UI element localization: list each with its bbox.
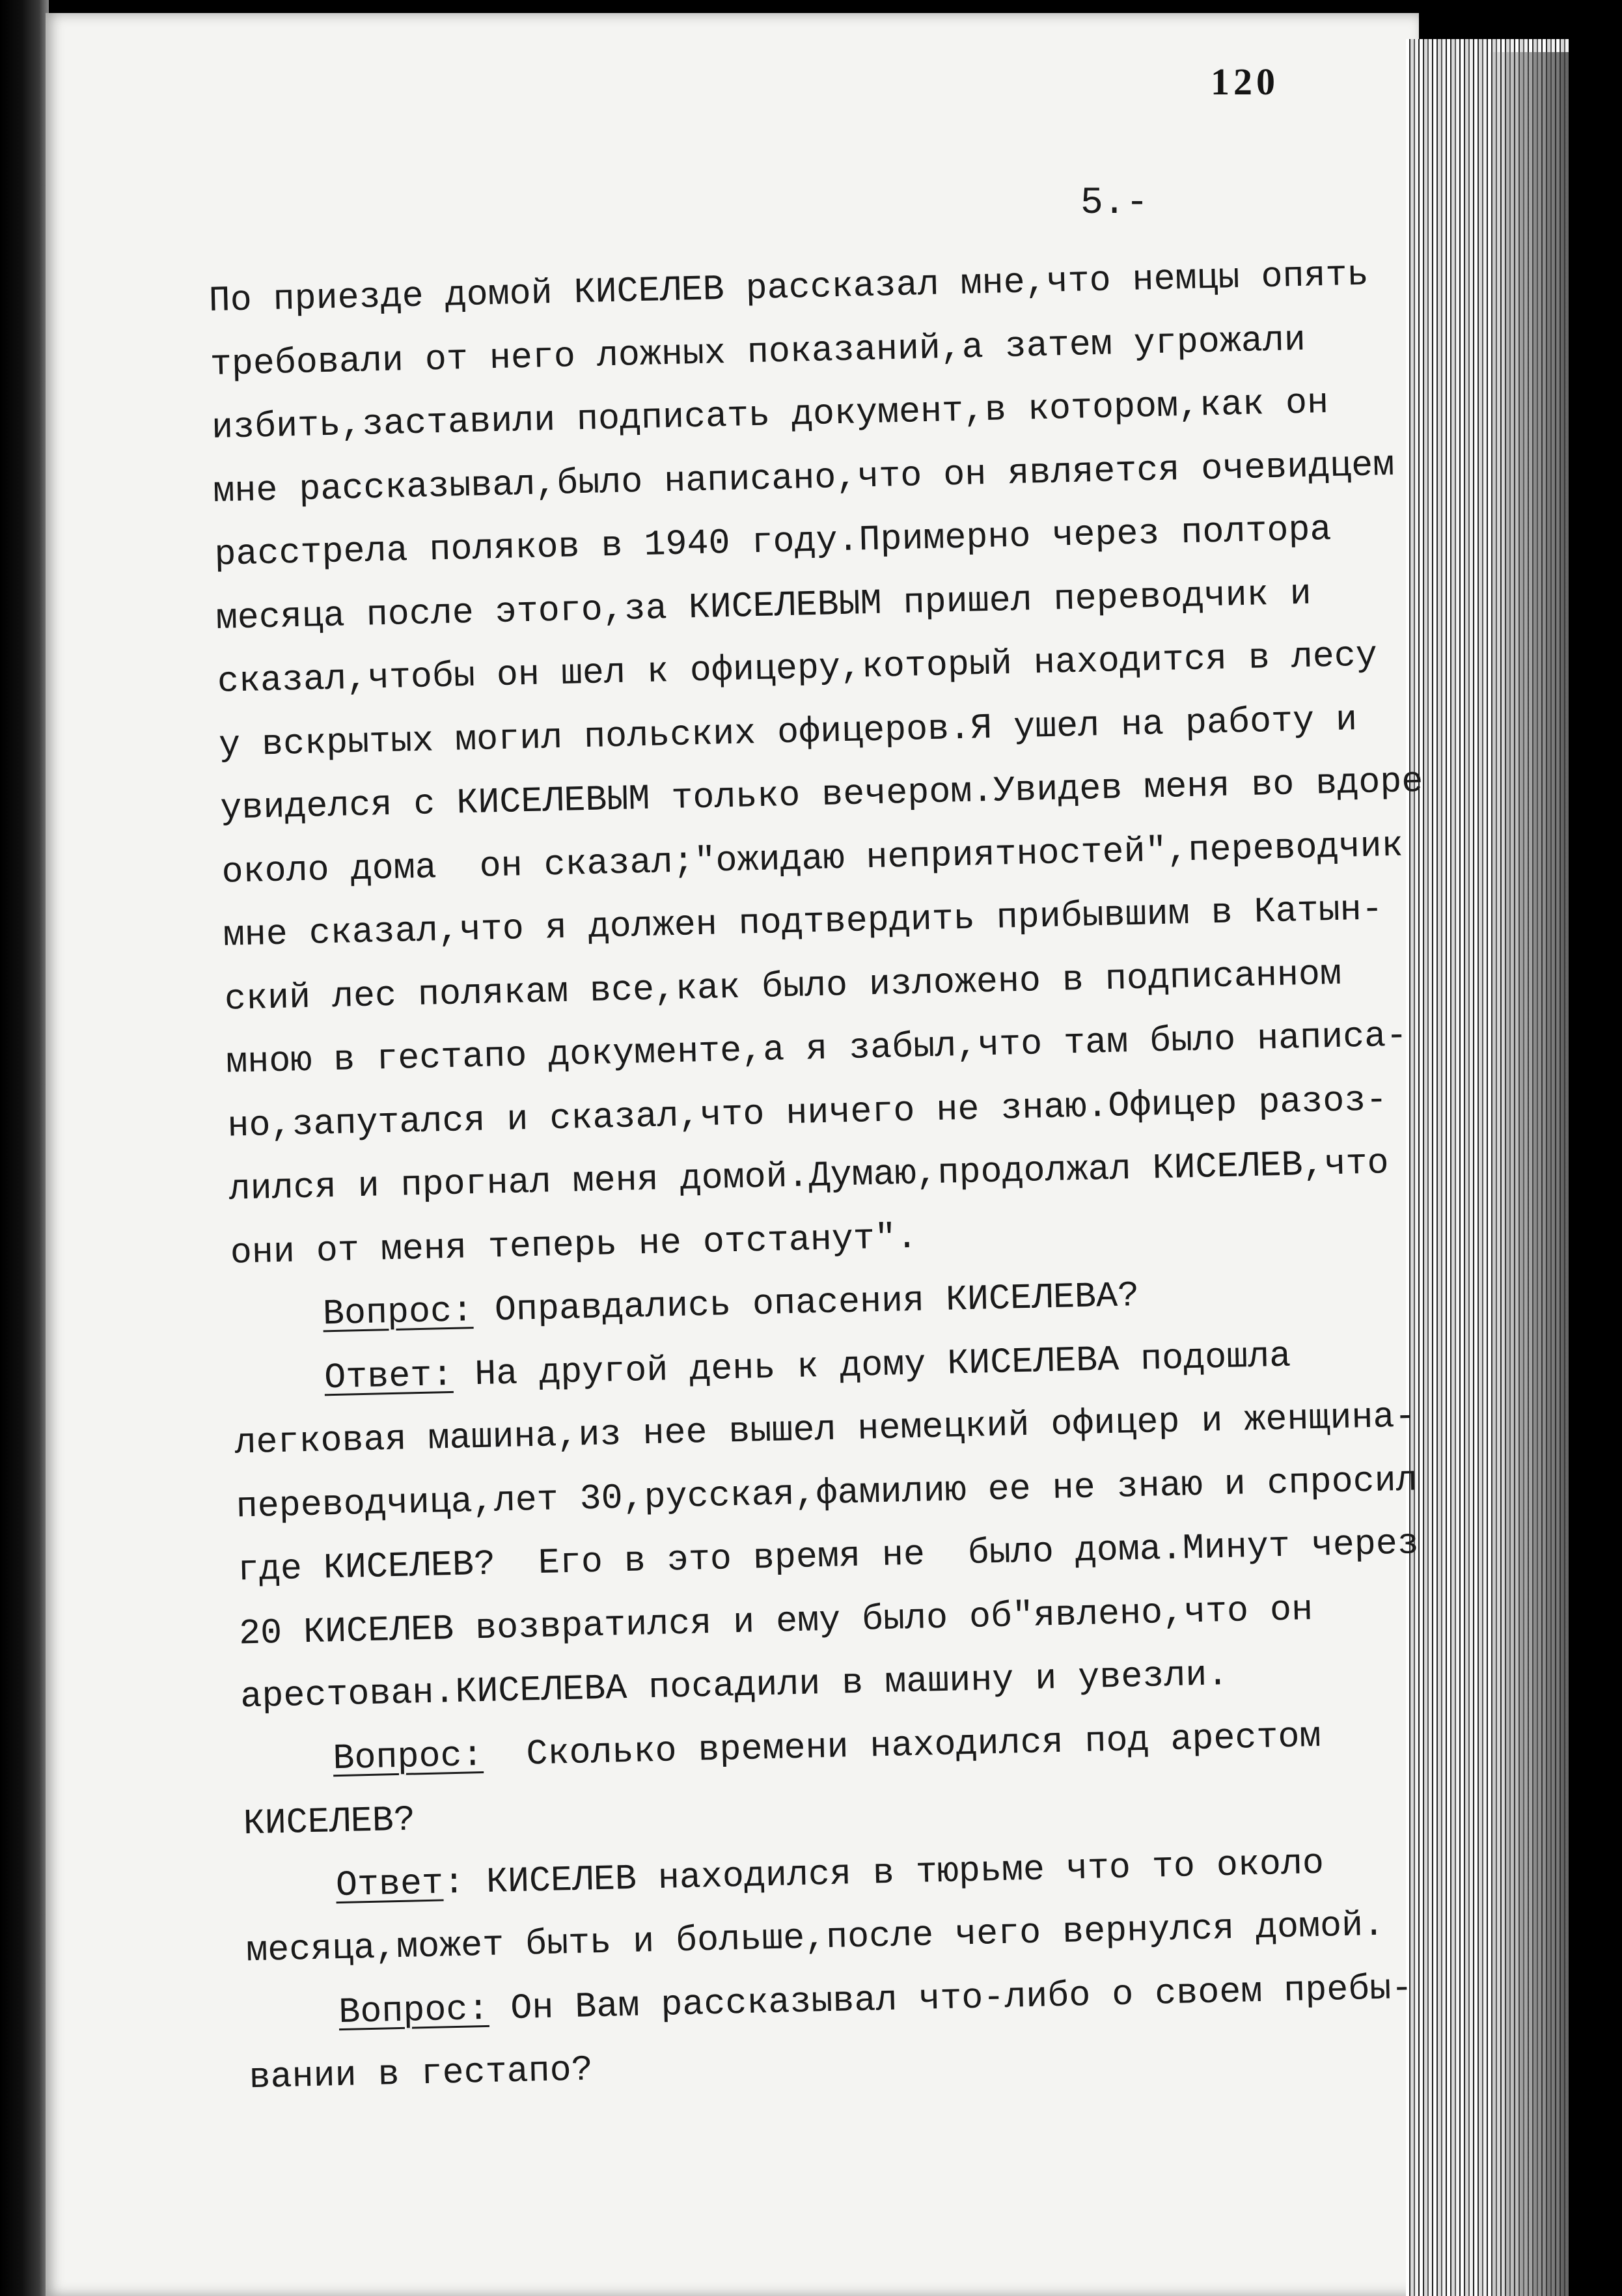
text-line xyxy=(234,1394,1459,1465)
qa-label: Вопрос: xyxy=(338,1988,490,2033)
text-line xyxy=(227,1077,1451,1148)
text-line xyxy=(223,887,1447,957)
line-text: где КИСЕЛЕВ? Его в это время не было дома.Минут через xyxy=(237,1523,1420,1591)
page-number: 120 xyxy=(1211,61,1279,103)
line-text: По приезде домой КИСЕЛЕВ рассказал мне,что немцы опять xyxy=(208,254,1369,322)
qa-label: Ответ: xyxy=(323,1354,454,1398)
line-text: требовали от него ложных показаний,а затем угрожали xyxy=(210,319,1306,385)
text-line xyxy=(228,1141,1453,1211)
question-answer-line xyxy=(233,1331,1457,1401)
line-text: месяца после этого,за КИСЕЛЕВЫМ пришел переводчик и xyxy=(215,573,1312,639)
text-line xyxy=(243,1775,1467,1846)
text-line xyxy=(214,506,1438,576)
line-text: ский лес полякам все,как было изложено в подписанном xyxy=(224,953,1342,1020)
line-text: но,запутался и сказал,что ничего не знаю.Офицер разоз- xyxy=(227,1079,1388,1147)
line-text: мне сказал,что я должен подтвердить прибывшим в Катын- xyxy=(223,889,1384,956)
scan-top-border xyxy=(0,0,1622,14)
text-line xyxy=(218,697,1442,767)
text-line xyxy=(211,379,1435,449)
qa-label: Вопрос: xyxy=(322,1290,474,1335)
line-text: На другой день к дому КИСЕЛЕВА подошла xyxy=(452,1335,1291,1396)
line-text: арестован.КИСЕЛЕВА посадили в машину и увезли. xyxy=(240,1654,1229,1718)
line-text: расстрела поляков в 1940 году.Примерно через полтора xyxy=(213,508,1332,575)
line-text: месяца,может быть и больше,после чего вернулся домой. xyxy=(245,1904,1385,1972)
line-text: увиделся с КИСЕЛЕВЫМ только вечером.Увидев меня во вдоре xyxy=(219,760,1423,829)
qa-label: Ответ xyxy=(335,1862,444,1906)
line-text: легковая машина,из нее вышел немецкий офицер и женщина- xyxy=(234,1396,1417,1464)
question-answer-line xyxy=(247,1965,1472,2036)
line-text: они от меня теперь не отстанут". xyxy=(230,1217,918,1274)
question-answer-line xyxy=(244,1838,1468,1909)
line-text: у вскрытых могил польских офицеров.Я ушел на работу и xyxy=(218,698,1358,766)
text-line xyxy=(215,570,1440,640)
text-line xyxy=(240,1648,1464,1719)
document-body xyxy=(208,252,1473,2099)
line-text: 20 КИСЕЛЕВ возвратился и ему было об"явлено,что он xyxy=(238,1588,1313,1654)
question-answer-line xyxy=(241,1711,1466,1782)
line-text: Он Вам рассказывал что-либо о своем пребы- xyxy=(488,1967,1413,2030)
text-line xyxy=(213,443,1437,513)
text-line xyxy=(220,760,1444,830)
text-line xyxy=(237,1521,1461,1592)
line-text: сказал,чтобы он шел к офицеру,который находится в лесу xyxy=(217,635,1378,702)
text-line xyxy=(224,950,1448,1021)
line-text: лился и прогнал меня домой.Думаю,продолжал КИСЕЛЕВ,что xyxy=(228,1142,1390,1210)
line-text: переводчица,лет 30,русская,фамилию ее не знаю и спросил xyxy=(236,1459,1418,1528)
text-line xyxy=(217,633,1441,703)
text-line xyxy=(246,1902,1470,1972)
line-text: мне рассказывал,было написано,что он является очевидцем xyxy=(212,444,1395,512)
text-line xyxy=(210,316,1434,386)
text-line xyxy=(236,1458,1460,1528)
line-text: Оправдались опасения КИСЕЛЕВА? xyxy=(473,1275,1140,1332)
text-line xyxy=(221,823,1446,894)
text-line xyxy=(230,1204,1454,1274)
qa-label: Вопрос: xyxy=(332,1734,484,1779)
scan-left-border xyxy=(0,0,49,2296)
line-text: около дома он сказал;"ожидаю неприятностей",переводчик xyxy=(221,825,1404,893)
scan-right-border xyxy=(1569,0,1622,2296)
text-line xyxy=(238,1584,1463,1655)
question-answer-line xyxy=(231,1267,1455,1338)
sheet-number: 5.- xyxy=(1080,182,1149,225)
line-text: КИСЕЛЕВ? xyxy=(243,1799,416,1845)
line-text: мною в гестапо документе,а я забыл,что там было написа- xyxy=(225,1015,1408,1083)
line-text: избить,заставили подписать документ,в котором,как он xyxy=(211,382,1329,449)
line-text: : КИСЕЛЕВ находился в тюрьме что то около xyxy=(443,1842,1325,1903)
line-text: Сколько времени находился под арестом xyxy=(482,1715,1322,1776)
page-edges-shadow xyxy=(1491,52,1569,2296)
text-line xyxy=(226,1014,1450,1084)
line-text: вании в гестапо? xyxy=(248,2049,594,2099)
